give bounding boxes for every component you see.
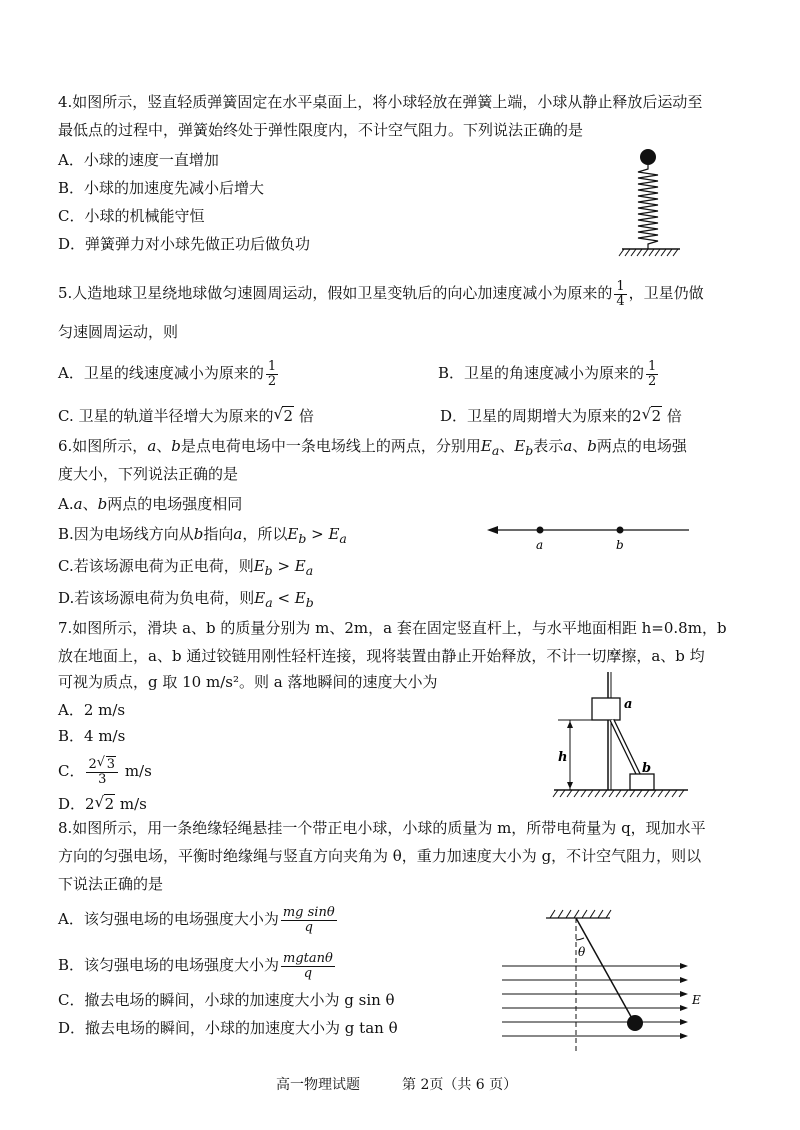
sub-b: b	[525, 443, 534, 458]
q6-option-a	[58, 494, 242, 514]
q8-option-b	[58, 952, 337, 980]
var-a: a	[233, 525, 243, 543]
ground-hatch	[619, 249, 678, 256]
q7-option-b: B．4 m/s	[58, 727, 126, 745]
fraction-half	[266, 360, 278, 388]
q4-option-c: C．小球的机械能守恒	[58, 207, 205, 225]
q5-d-tail: 倍	[666, 407, 682, 425]
q7-stem-line3: 可视为质点，g 取 10 m/s²。则 a 落地瞬间的速度大小为	[58, 673, 438, 691]
frac-den: 2	[648, 373, 657, 389]
sqrt-two	[273, 406, 294, 426]
frac-den: 4	[616, 293, 625, 309]
sub-b: b	[264, 563, 273, 578]
q8-option-c: C．撤去电场的瞬间，小球的加速度大小为 g sin θ	[58, 991, 395, 1009]
q5-option-c	[58, 406, 314, 426]
angle-arc	[576, 938, 584, 940]
label-h: h	[558, 750, 568, 765]
var-a: a	[563, 437, 573, 455]
q6-option-c	[58, 556, 313, 581]
q8-stem-line3: 下说法正确的是	[58, 875, 164, 893]
height-arrow-down	[567, 782, 573, 789]
q7-c-prefix: C．	[58, 762, 85, 781]
label-b: b	[642, 761, 652, 776]
sep: 、	[156, 437, 172, 455]
label-b: b	[616, 538, 624, 552]
q6-b-tail: ，所以	[242, 525, 288, 543]
ball	[640, 149, 656, 165]
insulating-rope	[576, 918, 634, 1022]
footer-page-number: 第 2页（共 6 页）	[402, 1077, 518, 1093]
frac-num: mgtanθ	[283, 951, 333, 966]
q6-c-prefix: C.若该场源电荷为正电荷，则	[58, 557, 254, 575]
q8-stem-line2: 方向的匀强电场，平衡时绝缘绳与竖直方向夹角为 θ，重力加速度大小为 g，不计空气阻力，则以	[58, 847, 702, 865]
unit: m/s	[124, 762, 152, 781]
q5-c-tail: 倍	[298, 407, 314, 425]
q5-option-b	[438, 360, 660, 388]
q6-option-b	[58, 524, 347, 549]
var-a: a	[73, 495, 83, 513]
q5-a-text: A．卫星的线速度减小为原来的	[58, 364, 264, 383]
charged-ball	[627, 1015, 643, 1031]
sep: 、	[572, 437, 588, 455]
slider-rod-figure	[548, 668, 698, 804]
sep: 、	[499, 437, 515, 455]
var-b: b	[97, 495, 108, 513]
frac-den: q	[303, 965, 313, 981]
rigid-rod-inner	[612, 720, 640, 778]
coef: 2	[632, 407, 642, 425]
q8-option-a	[58, 906, 339, 934]
point-b	[617, 527, 624, 534]
var-E: E	[294, 589, 306, 607]
q5-option-d	[440, 406, 682, 426]
var-E: E	[253, 557, 265, 575]
var-E: E	[254, 589, 266, 607]
q5-c-text: C. 卫星的轨道半径增大为原来的	[58, 407, 274, 425]
pendulum-field-figure	[498, 904, 708, 1056]
q4-stem-line1: 4.如图所示，竖直轻质弹簧固定在水平桌面上，将小球轻放在弹簧上端，小球从静止释放后运动至	[58, 93, 703, 111]
fraction-half	[646, 360, 658, 388]
height-arrow-up	[567, 721, 573, 728]
q7-stem-line2: 放在地面上，a、b 通过铰链用刚性轻杆连接，现将装置由静止开始释放，不计一切摩擦，a、b 均	[58, 647, 705, 665]
var-b: b	[587, 437, 597, 455]
ceiling-hatch	[550, 910, 611, 918]
label-a: a	[536, 538, 544, 552]
footer-subject: 高一物理试题	[276, 1077, 360, 1093]
q7-stem-line1: 7.如图所示，滑块 a、b 的质量分别为 m、2m，a 套在固定竖直杆上，与水平地面相距 h=0.8m，b	[58, 619, 727, 637]
var-b: b	[193, 525, 204, 543]
fraction-one-quarter	[614, 280, 626, 308]
radicand: 2	[104, 795, 115, 813]
coef: 2	[85, 795, 95, 813]
field-arrowheads	[680, 963, 688, 1039]
q7-option-a: A．2 m/s	[58, 701, 126, 719]
spring-figure	[612, 145, 692, 260]
slider-b	[630, 774, 654, 790]
label-a: a	[624, 697, 633, 712]
q6-a-prefix: A.	[58, 495, 74, 513]
sub-b: b	[298, 531, 307, 546]
ground-hatch	[553, 790, 684, 797]
q6-a-text: 两点的电场强度相同	[107, 495, 243, 513]
frac-num	[86, 758, 118, 773]
frac-num: 1	[267, 359, 277, 374]
q5-stem-text: 5.人造地球卫星绕地球做匀速圆周运动，假如卫星变轨后的向心加速度减小为原来的	[58, 284, 613, 303]
sub-a: a	[339, 531, 347, 546]
q6-stem-text2: 是点电荷电场中一条电场线上的两点，分别用	[180, 437, 481, 455]
gt: >	[306, 525, 329, 543]
q6-b-mid: 指向	[203, 525, 234, 543]
q5-b-text: B．卫星的角速度减小为原来的	[438, 364, 645, 383]
var-E: E	[480, 437, 492, 455]
frac-den: 2	[267, 373, 277, 389]
radicand: 2	[283, 407, 294, 425]
var-E: E	[287, 525, 299, 543]
q7-option-c	[58, 758, 152, 786]
label-theta: θ	[578, 945, 586, 959]
var-E: E	[514, 437, 526, 455]
var-E: E	[294, 557, 306, 575]
sqrt-three	[97, 758, 116, 772]
label-E: E	[692, 993, 701, 1007]
radicand: 3	[106, 757, 116, 772]
q6-stem-text3: 表示	[533, 437, 564, 455]
q6-stem-line1	[58, 436, 687, 461]
slider-a	[592, 698, 620, 720]
point-a	[537, 527, 544, 534]
q5-d-text: D．卫星的周期增大为原来的	[440, 407, 633, 425]
q6-b-prefix: B.因为电场线方向从	[58, 525, 194, 543]
sub-a: a	[491, 443, 500, 458]
q7-option-d	[58, 794, 147, 814]
fraction-mgtan-over-q	[281, 952, 335, 980]
sub-a: a	[265, 595, 273, 610]
spring-coil	[638, 165, 658, 249]
fraction-mgsin-over-q	[281, 906, 337, 934]
sqrt-two	[642, 406, 663, 426]
fraction-2sqrt3-over-3	[86, 758, 118, 786]
frac-num: mg sinθ	[282, 905, 335, 920]
coef: 2	[88, 757, 97, 772]
q4-option-b: B．小球的加速度先减小后增大	[58, 179, 265, 197]
q6-d-prefix: D.若该场源电荷为负电荷，则	[58, 589, 255, 607]
radicand: 2	[651, 407, 662, 425]
q4-stem-line2: 最低点的过程中，弹簧始终处于弹性限度内，不计空气阻力。下列说法正确的是	[58, 121, 584, 139]
sub-a: a	[305, 563, 314, 578]
q8-a-text: A．该匀强电场的电场强度大小为	[58, 910, 279, 929]
q8-b-text: B．该匀强电场的电场强度大小为	[58, 956, 280, 975]
field-arrowhead	[487, 526, 498, 534]
q7-d-prefix: D．	[58, 795, 86, 813]
var-a: a	[147, 437, 157, 455]
q5-stem-line1	[58, 280, 704, 308]
var-b: b	[171, 437, 181, 455]
q8-option-d: D．撤去电场的瞬间，小球的加速度大小为 g tan θ	[58, 1019, 398, 1037]
q5-option-a	[58, 360, 280, 388]
unit: m/s	[119, 795, 147, 813]
q6-stem-line2: 度大小，下列说法正确的是	[58, 465, 239, 483]
frac-den: 3	[98, 771, 107, 787]
field-lines	[502, 966, 684, 1036]
frac-den: q	[304, 919, 313, 935]
field-line-figure	[484, 518, 694, 554]
q6-option-d	[58, 588, 314, 613]
frac-num: 1	[648, 359, 657, 374]
var-E: E	[328, 525, 340, 543]
q6-stem-text: 6.如图所示，	[58, 437, 148, 455]
q4-option-a: A．小球的速度一直增加	[58, 151, 219, 169]
q8-stem-line1: 8.如图所示，用一条绝缘轻绳悬挂一个带正电小球，小球的质量为 m，所带电荷量为 q，现加水平	[58, 819, 706, 837]
q6-stem-text4: 两点的电场强	[596, 437, 687, 455]
frac-num: 1	[616, 279, 625, 294]
q4-option-d: D．弹簧弹力对小球先做正功后做负功	[58, 235, 311, 253]
sep: 、	[82, 495, 98, 513]
lt: <	[272, 589, 295, 607]
sqrt-two	[95, 794, 116, 814]
sub-b: b	[305, 595, 314, 610]
q5-stem-line2: 匀速圆周运动，则	[58, 323, 179, 341]
gt: >	[272, 557, 295, 575]
q5-stem-tail: ，卫星仍做	[628, 284, 704, 303]
